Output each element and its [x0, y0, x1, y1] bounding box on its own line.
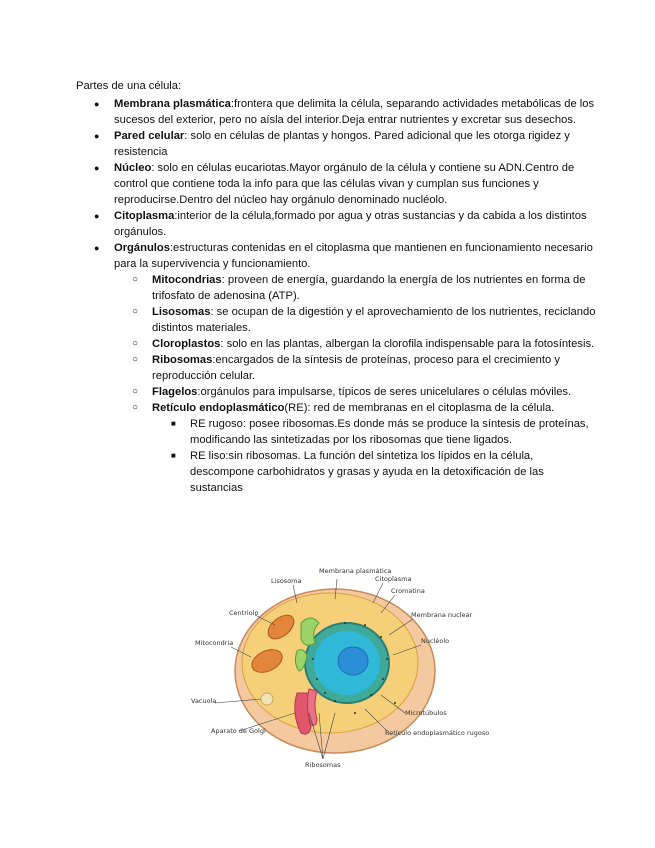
label-reticulo: Retículo endoplasmático rugoso [385, 729, 490, 737]
animal-cell-diagram [185, 563, 490, 773]
label-cromatina: Cromatina [391, 587, 425, 595]
label-citoplasma: Citoplasma [375, 575, 412, 583]
list-item [114, 352, 596, 384]
label-nucleolo: Nucléolo [421, 637, 450, 645]
list-item [76, 96, 596, 128]
list-item [152, 416, 596, 448]
term: Cloroplastos [152, 338, 221, 350]
definition: RE liso:sin ribosomas. La función del sintetiza los lípidos en la célula, descompone carbohidratos y grasas y ayuda en la detoxificación de las sustancias [190, 450, 544, 494]
label-lisosoma: Lisosoma [271, 577, 302, 585]
term: Ribosomas [152, 354, 213, 366]
definition: RE rugoso: posee ribosomas.Es donde más se produce la síntesis de proteínas, modificando las sintetizadas por los ribosomas que tiene ligados. [190, 418, 589, 446]
label-membrana-nuclear: Membrana nuclear [411, 611, 473, 619]
term: Citoplasma [114, 210, 175, 222]
label-ribosomas: Ribosomas [305, 761, 341, 769]
label-centriolo: Centriolo [229, 609, 259, 617]
document-page [76, 78, 596, 496]
definition: (RE): red de membranas en el citoplasma de la célula. [284, 402, 555, 414]
organelles-list [114, 272, 596, 496]
definition: :encargados de la síntesis de proteínas, proceso para el crecimiento y reproducción celular. [152, 354, 560, 382]
term: Mitocondrias [152, 274, 222, 286]
list-item [114, 384, 596, 400]
definition: :frontera que delimita la célula, separando actividades metabólicas de los sucesos del exterior, pero no aísla del interior.Deja entrar nutrientes y excretar sus desechos. [114, 98, 595, 126]
list-item [114, 336, 596, 352]
definition: :orgánulos para impulsarse, típicos de seres unicelulares o células móviles. [197, 386, 572, 398]
term: Retículo endoplasmático [152, 402, 285, 414]
term: Núcleo [114, 162, 152, 174]
definition: : solo en células de plantas y hongos. Pared adicional que les otorga rigidez y resistencia [114, 130, 570, 158]
definition: : solo en células eucariotas.Mayor orgánulo de la célula y contiene su ADN.Centro de control que contiene toda la info para que las células vivan y cumplan sus funciones y reproducirse.Dentro del núcleo hay orgánulo denominado nucléolo. [114, 162, 575, 206]
definition: : solo en las plantas, albergan la clorofila indispensable para la fotosíntesis. [220, 338, 595, 350]
list-item [76, 240, 596, 496]
list-item [76, 160, 596, 208]
list-item [76, 208, 596, 240]
list-item [76, 128, 596, 160]
re-types-list [152, 416, 596, 496]
list-item [114, 304, 596, 336]
label-microtubulos: Microtúbulos [405, 709, 447, 717]
term: Membrana plasmática [114, 98, 231, 110]
cell-parts-list [76, 96, 596, 496]
definition: :estructuras contenidas en el citoplasma que mantienen en funcionamiento necesario para la supervivencia y funcionamiento. [114, 242, 593, 270]
nucleolus-shape [338, 647, 368, 675]
label-golgi: Aparato de Golgi [211, 727, 266, 735]
definition: : se ocupan de la digestión y el aprovechamiento de los nutrientes, reciclando distintos materiales. [152, 306, 596, 334]
term: Flagelos [152, 386, 198, 398]
term: Lisosomas [152, 306, 211, 318]
label-membrana-plasmatica: Membrana plasmática [319, 567, 392, 575]
definition: : proveen de energía, guardando la energía de los nutrientes en forma de trifosfato de adenosina (ATP). [152, 274, 586, 302]
term: Pared celular [114, 130, 185, 142]
label-vacuola: Vacuola [191, 697, 217, 705]
list-item [114, 272, 596, 304]
definition: :interior de la célula,formado por agua y otras sustancias y da cabida a los distintos orgánulos. [114, 210, 587, 238]
list-item [152, 448, 596, 496]
page-title: Partes de una célula: [76, 80, 182, 92]
vacuole-shape [261, 693, 273, 705]
label-mitocondria: Mitocondria [195, 639, 234, 647]
list-item [114, 400, 596, 496]
term: Orgánulos [114, 242, 170, 254]
